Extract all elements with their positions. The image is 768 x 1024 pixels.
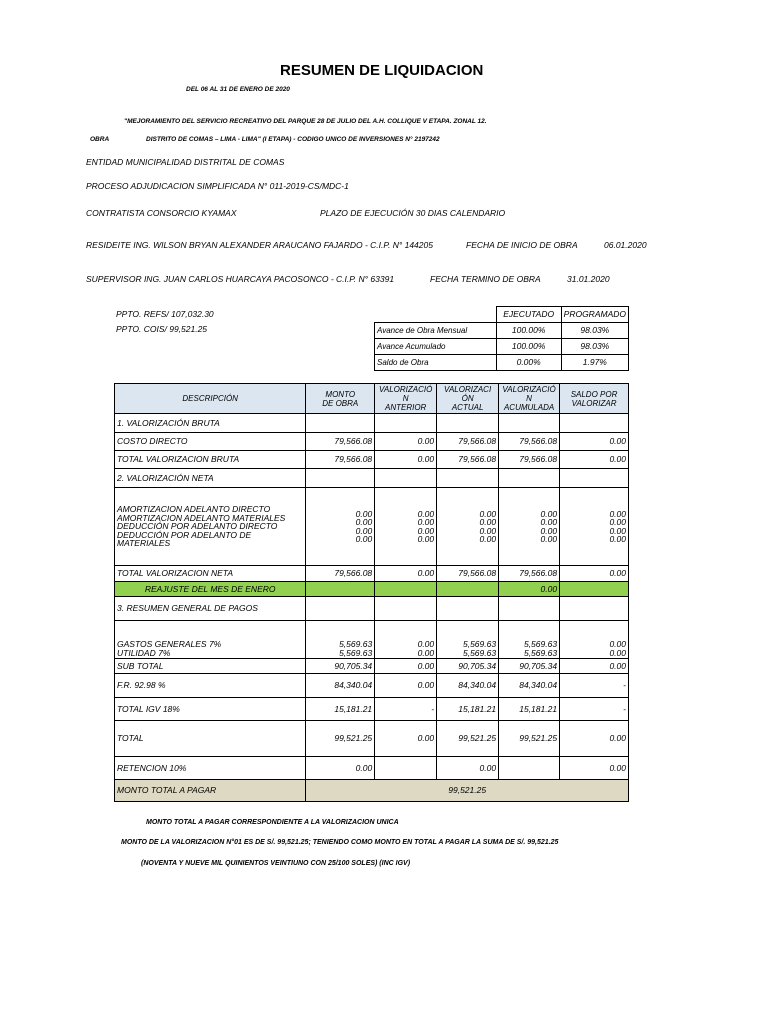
row-label: REAJUSTE DEL MES DE ENERO xyxy=(115,582,306,597)
header-descripcion: DESCRIPCIÓN xyxy=(115,384,306,414)
document-title: RESUMEN DE LIQUIDACION xyxy=(280,62,484,79)
row-label: RETENCION 10% xyxy=(115,757,306,780)
header-ejecutado: EJECUTADO xyxy=(496,307,561,323)
liquidation-table xyxy=(114,383,629,802)
deductions-row: AMORTIZACION ADELANTO DIRECTO AMORTIZACION ADELANTO MATERIALES DEDUCCIÓN POR ADELANTO DIRECTO DEDUCCIÓN POR ADELANTO DE MATERIALES 0.00 0.00 0.00 0.00 0.00 0.00 0.00 0.00 0.00 0.00 0.00 0.00 0.00 0.00 0.00 0.00 0.00 0.00 0.00 0.00 xyxy=(115,488,629,566)
header-saldo: SALDO POR VALORIZAR xyxy=(560,384,629,414)
header-acumulada: VALORIZACIÓ N ACUMULADA xyxy=(499,384,560,414)
residente-line: RESIDEITE ING. WILSON BRYAN ALEXANDER ARAUCANO FAJARDO - C.I.P. N° 144205 xyxy=(86,240,433,250)
row-label: MONTO TOTAL A PAGAR xyxy=(115,780,306,802)
header-monto: MONTO DE OBRA xyxy=(306,384,375,414)
period-text: DEL 06 AL 31 DE ENERO DE 2020 xyxy=(186,86,290,93)
table-row: TOTAL IGV 18% 15,181.21 - 15,181.21 15,181.21 - xyxy=(115,698,629,721)
row-label: SUB TOTAL xyxy=(115,659,306,674)
proceso-line: PROCESO ADJUDICACION SIMPLIFICADA N° 011-2019-CS/MDC-1 xyxy=(86,181,349,191)
row-label: UTILIDAD 7% xyxy=(117,647,171,658)
footer-line-2: MONTO DE LA VALORIZACION N°01 ES DE S/. 99,521.25; TENIENDO COMO MONTO EN TOTAL A PAGAR LA SUMA DE S/. 99,521.25 xyxy=(121,839,559,846)
summary-ejecutado: 100.00% xyxy=(496,339,561,355)
plazo-line: PLAZO DE EJECUCIÓN 30 DIAS CALENDARIO xyxy=(320,208,506,218)
summary-label: Saldo de Obra xyxy=(375,355,497,371)
monto-total-row xyxy=(115,780,629,802)
monto-total-value: 99,521.25 xyxy=(306,780,629,802)
summary-ejecutado: 0.00% xyxy=(496,355,561,371)
row-label: TOTAL VALORIZACION NETA xyxy=(115,566,306,582)
fecha-termino-label: FECHA TERMINO DE OBRA xyxy=(430,274,541,284)
footer-line-3: (NOVENTA Y NUEVE MIL QUINIENTOS VEINTIUNO CON 25/100 SOLES) (INC IGV) xyxy=(141,860,411,867)
header-anterior: VALORIZACIÓ N ANTERIOR xyxy=(375,384,437,414)
fecha-inicio-value: 06.01.2020 xyxy=(604,240,647,250)
row-label: TOTAL VALORIZACION BRUTA xyxy=(115,451,306,469)
table-row: F.R. 92.98 % 84,340.04 0.00 84,340.04 84,340.04 - xyxy=(115,674,629,698)
row-label: TOTAL xyxy=(115,721,306,757)
row-label: COSTO DIRECTO xyxy=(115,433,306,451)
contratista-line: CONTRATISTA CONSORCIO KYAMAX xyxy=(86,208,237,218)
summary-label: Avance de Obra Mensual xyxy=(375,323,497,339)
project-line-2: DISTRITO DE COMAS – LIMA - LIMA" (I ETAPA) - CODIGO UNICO DE INVERSIONES N° 2197242 xyxy=(146,136,440,143)
header-actual: VALORIZACI ÓN ACTUAL xyxy=(437,384,499,414)
row-label: F.R. 92.98 % xyxy=(115,674,306,698)
ppto-cois: PPTO. COIS/ 99,521.25 xyxy=(116,324,208,334)
header-programado: PROGRAMADO xyxy=(561,307,628,323)
section-row xyxy=(115,597,629,621)
fecha-inicio-label: FECHA DE INICIO DE OBRA xyxy=(466,240,578,250)
obra-label: OBRA xyxy=(90,136,110,143)
table-header-row xyxy=(115,384,629,414)
table-row: TOTAL 99,521.25 0.00 99,521.25 99,521.25 0.00 xyxy=(115,721,629,757)
reajuste-row: REAJUSTE DEL MES DE ENERO 0.00 xyxy=(115,582,629,597)
summary-programado: 98.03% xyxy=(561,323,628,339)
summary-ejecutado: 100.00% xyxy=(496,323,561,339)
progress-summary-table xyxy=(374,306,629,371)
row-label: TOTAL IGV 18% xyxy=(115,698,306,721)
section-title: 1. VALORIZACIÓN BRUTA xyxy=(115,414,306,433)
entidad-line: ENTIDAD MUNICIPALIDAD DISTRITAL DE COMAS xyxy=(86,157,285,167)
section-row xyxy=(115,414,629,433)
project-line-1: "MEJORAMIENTO DEL SERVICIO RECREATIVO DEL PARQUE 28 DE JULIO DEL A.H. COLLIQUE V ETAPA. ZONAL 12. xyxy=(124,118,487,125)
fecha-termino-value: 31.01.2020 xyxy=(567,274,610,284)
footer-line-1: MONTO TOTAL A PAGAR CORRESPONDIENTE A LA VALORIZACION UNICA xyxy=(146,819,399,826)
table-row: RETENCION 10% 0.00 0.00 0.00 xyxy=(115,757,629,780)
deductions-labels: AMORTIZACION ADELANTO DIRECTO AMORTIZACION ADELANTO MATERIALES DEDUCCIÓN POR ADELANTO DIRECTO DEDUCCIÓN POR ADELANTO DE MATERIALES xyxy=(115,488,306,566)
section-row xyxy=(115,469,629,488)
table-row: TOTAL VALORIZACION BRUTA 79,566.08 0.00 79,566.08 79,566.08 0.00 xyxy=(115,451,629,469)
table-row: COSTO DIRECTO 79,566.08 0.00 79,566.08 79,566.08 0.00 xyxy=(115,433,629,451)
summary-programado: 98.03% xyxy=(561,339,628,355)
table-row: GASTOS GENERALES 7% UTILIDAD 7% 5,569.63 5,569.63 0.00 0.00 5,569.63 5,569.63 5,569.63 5,569.63 0.00 0.00 xyxy=(115,621,629,659)
table-row: SUB TOTAL 90,705.34 0.00 90,705.34 90,705.34 0.00 xyxy=(115,659,629,674)
summary-label: Avance Acumulado xyxy=(375,339,497,355)
table-row: TOTAL VALORIZACION NETA 79,566.08 0.00 79,566.08 79,566.08 0.00 xyxy=(115,566,629,582)
supervisor-line: SUPERVISOR ING. JUAN CARLOS HUARCAYA PACOSONCO - C.I.P. N° 63391 xyxy=(86,274,395,284)
section-title: 3. RESUMEN GENERAL DE PAGOS xyxy=(115,597,306,621)
row-label: GASTOS GENERALES 7% xyxy=(117,639,222,649)
summary-programado: 1.97% xyxy=(561,355,628,371)
section-title: 2. VALORIZACIÓN NETA xyxy=(115,469,306,488)
ppto-refs: PPTO. REFS/ 107,032.30 xyxy=(116,309,214,319)
